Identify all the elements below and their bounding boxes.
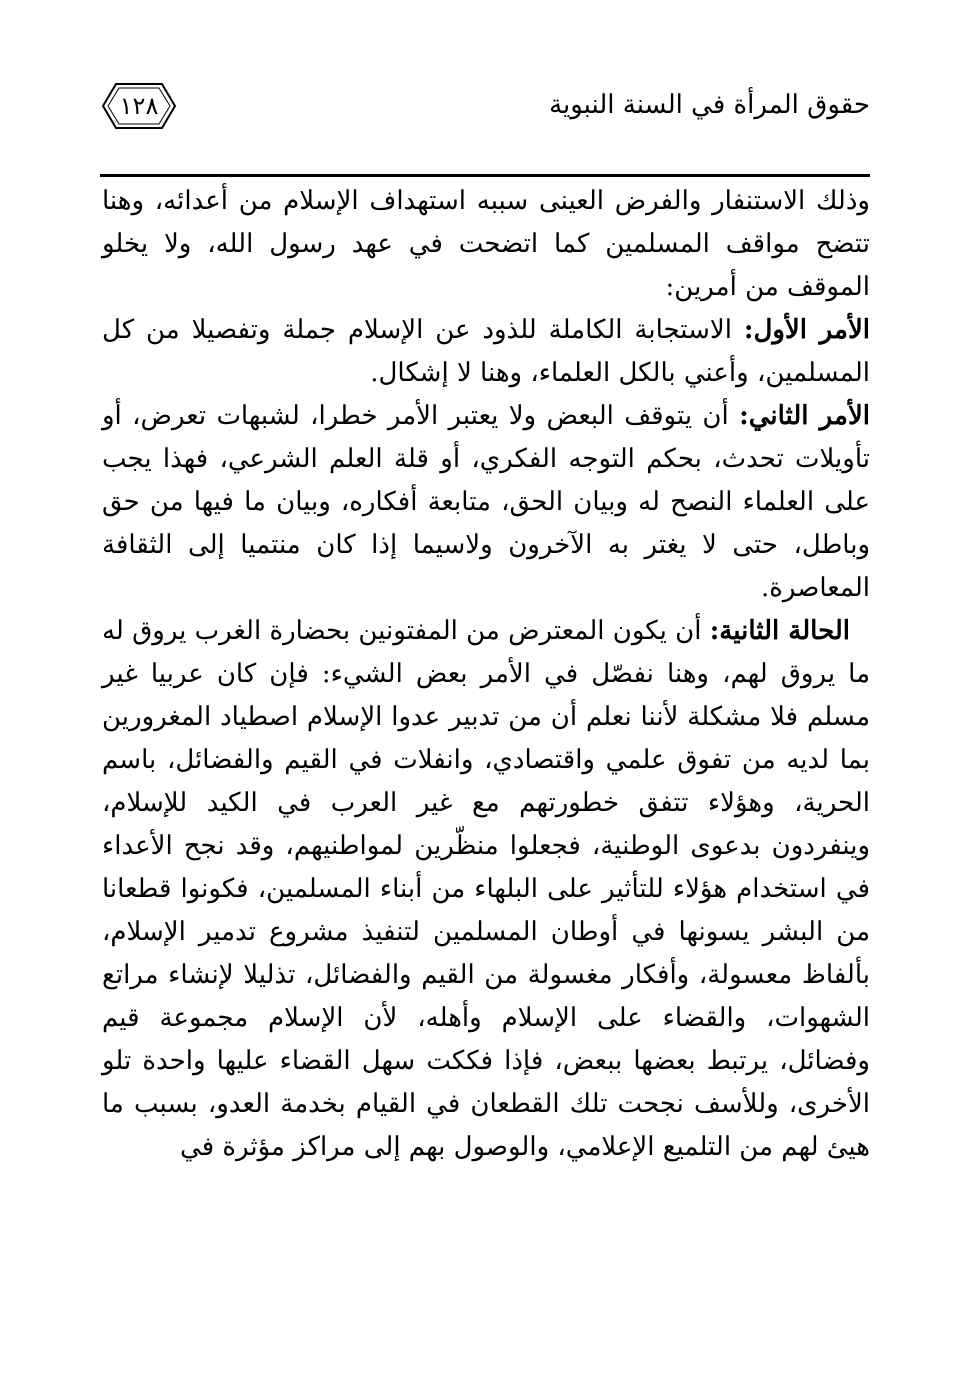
paragraph-4-text: أن يكون المعترض من المفتونين بحضارة الغرب يروق له ما يروق لهم، وهنا نفصّل في الأمر بعض الشيء: فإن كان عربيا غير مسلم فلا مشكلة لأننا نعلم أن من تدبير عدوا الإسلام اصطياد المغرورين بما لديه من تفوق علمي واقتصادي، وانفلات في القيم والفضائل، باسم الحرية، وهؤلاء تتفق خطورتهم مع غير العرب في الكيد للإسلام، وينفردون بدعوى الوطنية، فجعلوا منظّرين لمواطنيهم، وقد نجح الأعداء في استخدام هؤلاء للتأثير على البلهاء من أبناء المسلمين، فكونوا قطعانا من البشر يسونها في أوطان المسلمين لتنفيذ مشروع تدمير الإسلام، بألفاظ معسولة، وأفكار مغسولة من القيم والفضائل، تذليلا لإنشاء مراتع الشهوات، والقضاء على الإسلام وأهله، لأن الإسلام مجموعة قيم وفضائل، يرتبط بعضها ببعض، فإذا فككت سهل القضاء عليها واحدة تلو الأخرى، وللأسف نجحت تلك القطعان في القيام بخدمة العدو، بسبب ما هيئ لهم من التلميع الإعلامي، والوصول بهم إلى مراكز مؤثرة في: [101, 616, 870, 1162]
page-number: ١٢٨: [119, 92, 159, 120]
page-number-frame: [100, 78, 178, 134]
paragraph-2: [102, 309, 870, 395]
paragraph-2-text: الاستجابة الكاملة للذود عن الإسلام جملة وتفصيلا من كل المسلمين، وأعني بالكل العلماء، وهنا لا إشكال.: [102, 315, 870, 388]
term-first-matter: الأمر الأول:: [743, 315, 870, 345]
running-title: حقوق المرأة في السنة النبوية: [549, 90, 870, 120]
term-second-matter: الأمر الثاني:: [739, 401, 870, 431]
paragraph-4: [102, 610, 870, 1169]
paragraph-3-text: أن يتوقف البعض ولا يعتبر الأمر خطرا، لشبهات تعرض، أو تأويلات تحدث، بحكم التوجه الفكري، أو قلة العلم الشرعي، فهذا يجب على العلماء النصح له وبيان الحق، متابعة أفكاره، وبيان ما فيها من حق وباطل، حتى لا يغتر به الآخرون ولاسيما إذا كان منتميا إلى الثقافة المعاصرة.: [102, 401, 870, 603]
paragraph-3: [102, 395, 870, 610]
page-header: [100, 70, 870, 170]
body-text: [102, 180, 870, 1169]
term-second-case: الحالة الثانية:: [709, 616, 850, 646]
paragraph-1: وذلك الاستنفار والفرض العينى سببه استهداف الإسلام من أعدائه، وهنا تتضح مواقف المسلمين كما اتضحت في عهد رسول الله، ولا يخلو الموقف من أمرين:: [102, 186, 870, 302]
header-divider: [100, 174, 870, 177]
